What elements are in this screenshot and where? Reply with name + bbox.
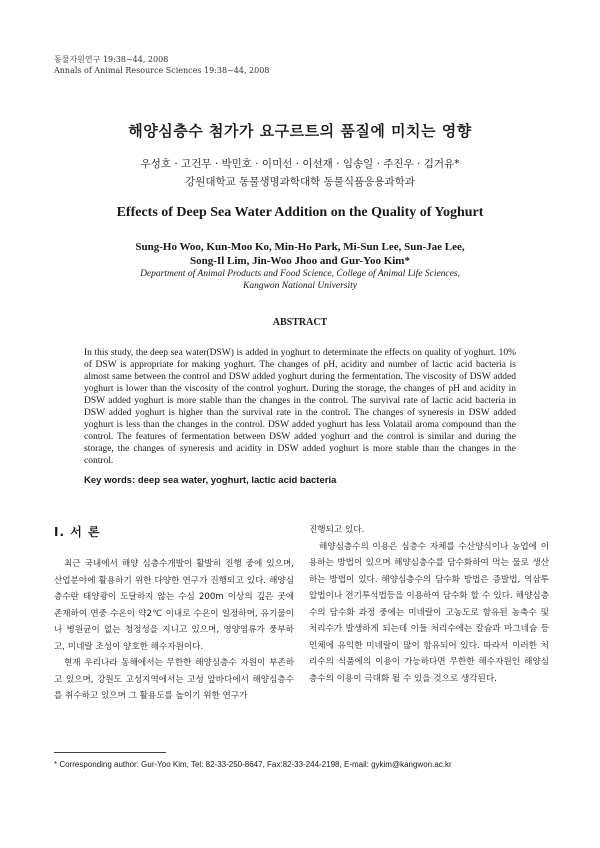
abstract-heading: ABSTRACT — [272, 317, 328, 328]
left-column — [54, 556, 294, 705]
right-paragraph-continuation: 진행되고 있다. — [309, 525, 365, 535]
english-authors-line-1: Sung-Ho Woo, Kun-Moo Ko, Min-Ho Park, Mi-Sun Lee, Sun-Jae Lee, — [135, 241, 465, 253]
journal-line-korean: 동물자원연구 19:38~44, 2008 — [54, 55, 169, 64]
right-column — [309, 522, 549, 687]
journal-line-english: Annals of Animal Resource Sciences 19:38~44, 2008 — [54, 66, 270, 75]
english-affiliation-line-2: Kangwon National University — [243, 281, 357, 291]
english-authors-line-2: Song-Il Lim, Jin-Woo Jhoo and Gur-Yoo Kim* — [190, 255, 410, 267]
english-affiliation-line-1: Department of Animal Products and Food Science, College of Animal Life Sciences, — [140, 269, 460, 279]
footnote-divider — [54, 752, 166, 753]
korean-authors: 우성호 · 고건무 · 박민호 · 이미선 · 이선재 · 임송일 · 주진우 · 김거유* — [140, 158, 460, 170]
right-paragraph-1: 해양심층수의 이용은 심층수 자체를 수산양식이나 농업에 이용하는 방법이 있으며 해양심층수를 담수화하여 먹는 물로 생산하는 방법이 있다. 해양심층수의 담수화 방법은 증발법, 역삼투압법이나 전기투석법등을 이용하여 담수화 할 수 있다. 해양심층수의 담수화 과정 중에는 미네랄이 고농도로 함유된 농축수 및 처리수가 발생하게 되는데 이들 처리수에는 칼슘과 마그네슘 등 인체에 유익한 미네랄이 많이 함유되어 있다. 따라서 이러한 처리수의 식품에의 이용이 가능하다면 무한한 해수자원인 해양심층수의 이용이 극대화 될 수 있을 것으로 생각된다. — [309, 541, 549, 684]
english-authors — [0, 240, 600, 268]
corresponding-author-footnote: * Corresponding author: Gur-Yoo Kim, Tel: 82-33-250-8647, Fax:82-33-244-2198, E-mail: gykim@kangwon.ac.kr — [54, 760, 452, 769]
keywords: Key words: deep sea water, yoghurt, lactic acid bacteria — [84, 475, 337, 486]
left-paragraph-1: 최근 국내에서 해양 심층수개발이 활발히 진행 중에 있으며, 산업분야에 활용하기 위한 다양한 연구가 진행되고 있다. 해양심층수란 태양광이 도달하지 않는 수심 200m 이상의 깊은 곳에 존재하여 연중 수온이 약2℃ 이내로 수온이 일정하며, 유기물이나 병원균이 없는 청정성을 지니고 있으며, 영양염류가 풍부하고, 미네랄 조성이 양호한 해수자원이다. — [54, 559, 294, 652]
korean-affiliation: 강원대학교 동물생명과학대학 동물식품응용과학과 — [185, 176, 415, 188]
section-heading-introduction: Ⅰ. 서 론 — [54, 525, 101, 539]
korean-title: 해양심층수 첨가가 요구르트의 품질에 미치는 영향 — [128, 122, 472, 140]
left-paragraph-2: 현재 우리나라 동해에서는 무한한 해양심층수 자원이 부존하고 있으며, 강원도 고성지역에서는 고성 앞바다에서 해양심층수를 취수하고 있으며 그 활용도를 높이기 위한 연구가 — [54, 658, 294, 701]
english-title: Effects of Deep Sea Water Addition on the Quality of Yoghurt — [116, 205, 484, 220]
journal-header — [54, 54, 269, 76]
abstract-body: In this study, the deep sea water(DSW) is added in yoghurt to determinate the effects on quality of yoghurt. 10% of DSW is appropriate for making yoghurt. The changes of pH, acidity and number of lactic acid bacteria is almost same between the control and DSW added yoghurt during the fermentation. The viscosity of DSW added yoghurt is lower than the viscosity of the control yoghurt. During the storage, the changes of pH and acidity in DSW added yoghurt is more stable than the changes in the control. The survival rate of lactic acid bacteria in DSW added yoghurt is higher than the survival rate in the control. The changes of syneresis in DSW added yoghurt is less than the changes in the control. DSW added yoghurt has less Volatail aroma compound than the control. The features of fermentation between DSW added yoghurt and the control is similar and during the storage, the changes of syneresis and acidity in DSW added yoghurt is more stable than the changes in the control. — [84, 348, 516, 466]
english-affiliation — [0, 268, 600, 292]
